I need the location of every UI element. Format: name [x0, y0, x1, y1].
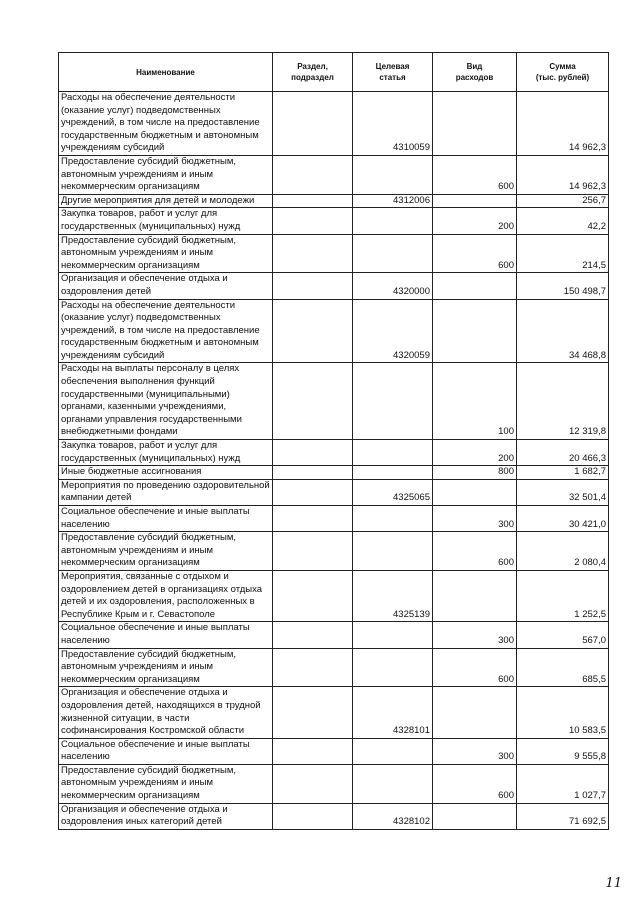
row-target-cell	[353, 532, 433, 571]
table-row	[59, 466, 609, 480]
row-name-cell: Иные бюджетные ассигнования	[59, 466, 273, 480]
row-section-cell	[273, 764, 353, 803]
row-section-cell	[273, 155, 353, 194]
table-row	[59, 570, 609, 621]
row-target-cell: 4320059	[353, 299, 433, 363]
row-sum-cell: 2 080,4	[517, 532, 609, 571]
row-sum-cell: 14 962,3	[517, 155, 609, 194]
row-section-cell	[273, 506, 353, 532]
row-target-cell: 4328101	[353, 687, 433, 738]
row-section-cell	[273, 234, 353, 273]
row-type-cell: 300	[433, 506, 517, 532]
row-name-cell: Закупка товаров, работ и услуг для государственных (муниципальных) нужд	[59, 440, 273, 466]
row-name-cell: Предоставление субсидий бюджетным, автономным учреждениям и иным некоммерческим организациям	[59, 155, 273, 194]
row-section-cell	[273, 208, 353, 234]
page-number: 11	[605, 876, 622, 891]
row-section-cell	[273, 466, 353, 480]
row-sum-cell: 9 555,8	[517, 738, 609, 764]
row-section-cell	[273, 194, 353, 208]
row-section-cell	[273, 803, 353, 829]
row-sum-cell: 42,2	[517, 208, 609, 234]
row-type-cell: 200	[433, 440, 517, 466]
row-section-cell	[273, 622, 353, 648]
table-row	[59, 506, 609, 532]
row-section-cell	[273, 532, 353, 571]
row-sum-cell: 685,5	[517, 648, 609, 687]
header-name: Наименование	[59, 53, 273, 92]
row-type-cell	[433, 194, 517, 208]
row-type-cell: 300	[433, 738, 517, 764]
row-name-cell: Предоставление субсидий бюджетным, автономным учреждениям и иным некоммерческим организациям	[59, 648, 273, 687]
row-section-cell	[273, 363, 353, 440]
table-row	[59, 648, 609, 687]
row-type-cell: 800	[433, 466, 517, 480]
row-type-cell	[433, 687, 517, 738]
row-target-cell	[353, 764, 433, 803]
row-section-cell	[273, 648, 353, 687]
header-type: Вид расходов	[433, 53, 517, 92]
row-name-cell: Расходы на обеспечение деятельности (оказание услуг) подведомственных учреждений, в том числе на предоставление государственным бюджетным и автономным учреждениям субсидий	[59, 92, 273, 156]
row-name-cell: Другие мероприятия для детей и молодежи	[59, 194, 273, 208]
table-row	[59, 208, 609, 234]
row-type-cell	[433, 479, 517, 505]
row-sum-cell: 20 466,3	[517, 440, 609, 466]
row-section-cell	[273, 440, 353, 466]
table-row	[59, 440, 609, 466]
row-target-cell	[353, 648, 433, 687]
row-target-cell: 4325065	[353, 479, 433, 505]
row-section-cell	[273, 299, 353, 363]
row-type-cell: 200	[433, 208, 517, 234]
row-sum-cell: 12 319,8	[517, 363, 609, 440]
row-target-cell	[353, 208, 433, 234]
table-row	[59, 363, 609, 440]
table-row	[59, 92, 609, 156]
row-type-cell: 300	[433, 622, 517, 648]
row-name-cell: Расходы на обеспечение деятельности (оказание услуг) подведомственных учреждений, в том числе на предоставление государственным бюджетным и автономным учреждениям субсидий	[59, 299, 273, 363]
row-sum-cell: 34 468,8	[517, 299, 609, 363]
row-sum-cell: 256,7	[517, 194, 609, 208]
row-target-cell	[353, 363, 433, 440]
row-type-cell	[433, 570, 517, 621]
table-row	[59, 738, 609, 764]
row-section-cell	[273, 570, 353, 621]
table-row	[59, 299, 609, 363]
row-name-cell: Предоставление субсидий бюджетным, автономным учреждениям и иным некоммерческим организациям	[59, 234, 273, 273]
row-sum-cell: 10 583,5	[517, 687, 609, 738]
row-type-cell	[433, 803, 517, 829]
row-target-cell	[353, 506, 433, 532]
row-sum-cell: 214,5	[517, 234, 609, 273]
table-row	[59, 532, 609, 571]
row-sum-cell: 1 027,7	[517, 764, 609, 803]
row-name-cell: Социальное обеспечение и иные выплаты населению	[59, 738, 273, 764]
row-type-cell: 600	[433, 234, 517, 273]
row-sum-cell: 30 421,0	[517, 506, 609, 532]
row-sum-cell: 1 252,5	[517, 570, 609, 621]
row-sum-cell: 32 501,4	[517, 479, 609, 505]
row-section-cell	[273, 479, 353, 505]
row-target-cell: 4320000	[353, 273, 433, 299]
table-row	[59, 273, 609, 299]
table-row	[59, 194, 609, 208]
row-section-cell	[273, 738, 353, 764]
row-name-cell: Мероприятия, связанные с отдыхом и оздоровлением детей в организациях отдыха детей и их оздоровления, расположенных в Республике Крым и г. Севастополе	[59, 570, 273, 621]
row-target-cell	[353, 738, 433, 764]
table-row	[59, 234, 609, 273]
row-name-cell: Организация и обеспечение отдыха и оздоровления детей, находящихся в трудной жизненной ситуации, в части софинансирования Костромской области	[59, 687, 273, 738]
row-section-cell	[273, 92, 353, 156]
row-name-cell: Мероприятия по проведению оздоровительной кампании детей	[59, 479, 273, 505]
table-row	[59, 479, 609, 505]
row-name-cell: Организация и обеспечение отдыха и оздоровления детей	[59, 273, 273, 299]
row-target-cell	[353, 155, 433, 194]
row-name-cell: Организация и обеспечение отдыха и оздоровления иных категорий детей	[59, 803, 273, 829]
row-target-cell	[353, 622, 433, 648]
row-sum-cell: 14 962,3	[517, 92, 609, 156]
table-header-row	[59, 53, 609, 92]
row-section-cell	[273, 273, 353, 299]
row-type-cell: 600	[433, 155, 517, 194]
row-type-cell: 600	[433, 764, 517, 803]
row-type-cell: 100	[433, 363, 517, 440]
row-type-cell	[433, 92, 517, 156]
row-section-cell	[273, 687, 353, 738]
row-target-cell: 4310059	[353, 92, 433, 156]
row-target-cell	[353, 440, 433, 466]
budget-table	[58, 52, 609, 830]
row-target-cell: 4312006	[353, 194, 433, 208]
table-row	[59, 803, 609, 829]
row-target-cell: 4325139	[353, 570, 433, 621]
row-type-cell	[433, 299, 517, 363]
row-type-cell: 600	[433, 648, 517, 687]
table-row	[59, 622, 609, 648]
row-target-cell: 4328102	[353, 803, 433, 829]
row-name-cell: Расходы на выплаты персоналу в целях обеспечения выполнения функций государственными (муниципальными) органами, казенными учреждениями, органами управления государственными внебюджетными фондами	[59, 363, 273, 440]
header-target: Целевая статья	[353, 53, 433, 92]
row-target-cell	[353, 234, 433, 273]
row-sum-cell: 71 692,5	[517, 803, 609, 829]
row-name-cell: Социальное обеспечение и иные выплаты населению	[59, 506, 273, 532]
header-section: Раздел, подраздел	[273, 53, 353, 92]
table-row	[59, 155, 609, 194]
row-name-cell: Предоставление субсидий бюджетным, автономным учреждениям и иным некоммерческим организациям	[59, 764, 273, 803]
row-sum-cell: 1 682,7	[517, 466, 609, 480]
row-name-cell: Закупка товаров, работ и услуг для государственных (муниципальных) нужд	[59, 208, 273, 234]
row-type-cell	[433, 273, 517, 299]
row-sum-cell: 567,0	[517, 622, 609, 648]
row-name-cell: Предоставление субсидий бюджетным, автономным учреждениям и иным некоммерческим организациям	[59, 532, 273, 571]
header-sum: Сумма (тыс. рублей)	[517, 53, 609, 92]
row-name-cell: Социальное обеспечение и иные выплаты населению	[59, 622, 273, 648]
row-type-cell: 600	[433, 532, 517, 571]
table-row	[59, 687, 609, 738]
table-row	[59, 764, 609, 803]
row-target-cell	[353, 466, 433, 480]
row-sum-cell: 150 498,7	[517, 273, 609, 299]
